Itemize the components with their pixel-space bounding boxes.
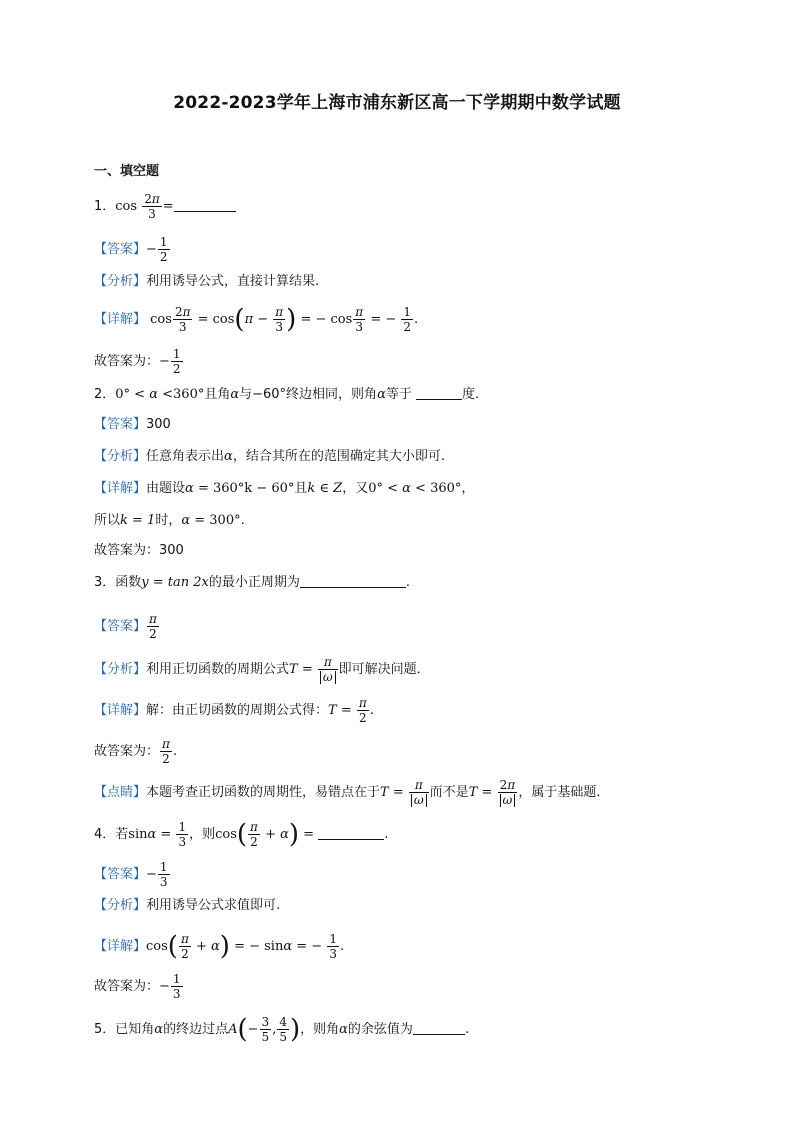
q1-answer: 【答案】− $\frac{1}{2}$ xyxy=(94,235,168,264)
page-title: 2022-2023学年上海市浦东新区高一下学期期中数学试题 xyxy=(173,93,621,113)
question-3: 3．函数y = tan 2x的最小正周期为 . xyxy=(94,575,411,590)
q4-answer: 【答案】− $\frac{1}{3}$ xyxy=(94,860,168,889)
question-4: 4．若sinα = $\frac{1}{3}$ ，则cos( $\frac{\pi}{2}$ + α) = . xyxy=(94,819,389,850)
q4-analysis: 【分析】利用诱导公式求值即可. xyxy=(94,898,281,913)
q4-detail: 【详解】cos( $\frac{\pi}{2}$ + α) = − sinα = − $\frac{1}{3}$ . xyxy=(94,931,345,962)
q1-detail: 【详解】 cos $\frac{2\pi}{3}$ = cos(π − $\frac{\pi}{3}$ ) = − cos $\frac{\pi}{3}$ = − $\frac{1}{2}$ . xyxy=(94,304,419,335)
q2-detail: 【详解】由题设α = 360°k − 60°且k ∈ Z，又0° < α < 360°， xyxy=(94,481,475,496)
q3-comment: 【点睛】本题考查正切函数的周期性，易错点在于T = $\frac{\pi}{\omega}$ 而不是T = $\frac{2\pi}{\omega}$ ，属于基础题． xyxy=(94,778,610,807)
q2-detail-line2: 所以k = 1时，α = 300°. xyxy=(94,513,245,528)
question-1: 1．cos $\frac{2\pi}{3}$ = xyxy=(94,192,236,221)
question-5: 5．已知角α的终边过点A(− $\frac{3}{5}$ , $\frac{4}{5}$ )，则角α的余弦值为 . xyxy=(94,1014,470,1045)
q3-analysis: 【分析】利用正切函数的周期公式T = $\frac{\pi}{\omega}$ 即可解决问题． xyxy=(94,655,430,684)
q3-detail: 【详解】解：由正切函数的周期公式得：T = $\frac{\pi}{2}$ . xyxy=(94,696,374,725)
q3-answer: 【答案】 $\frac{\pi}{2}$ xyxy=(94,612,157,641)
q4-final: 故答案为：− $\frac{1}{3}$ xyxy=(94,972,181,1001)
section-heading: 一、填空题 xyxy=(94,164,160,179)
q2-final: 故答案为：300 xyxy=(94,543,184,558)
answer-blank[interactable] xyxy=(416,385,462,400)
answer-blank[interactable] xyxy=(318,825,384,840)
q1-analysis: 【分析】利用诱导公式，直接计算结果. xyxy=(94,274,320,289)
answer-blank[interactable] xyxy=(413,1020,465,1035)
q1-final: 故答案为：− $\frac{1}{2}$ xyxy=(94,347,181,376)
q2-answer: 【答案】300 xyxy=(94,417,171,432)
answer-blank[interactable] xyxy=(174,197,236,212)
question-2: 2．0° < α <360°且角α与−60°终边相同，则角α等于 度. xyxy=(94,387,480,402)
q2-analysis: 【分析】任意角表示出α，结合其所在的范围确定其大小即可. xyxy=(94,449,445,464)
q3-final: 故答案为： $\frac{\pi}{2}$ . xyxy=(94,737,178,766)
answer-blank[interactable] xyxy=(300,573,406,588)
